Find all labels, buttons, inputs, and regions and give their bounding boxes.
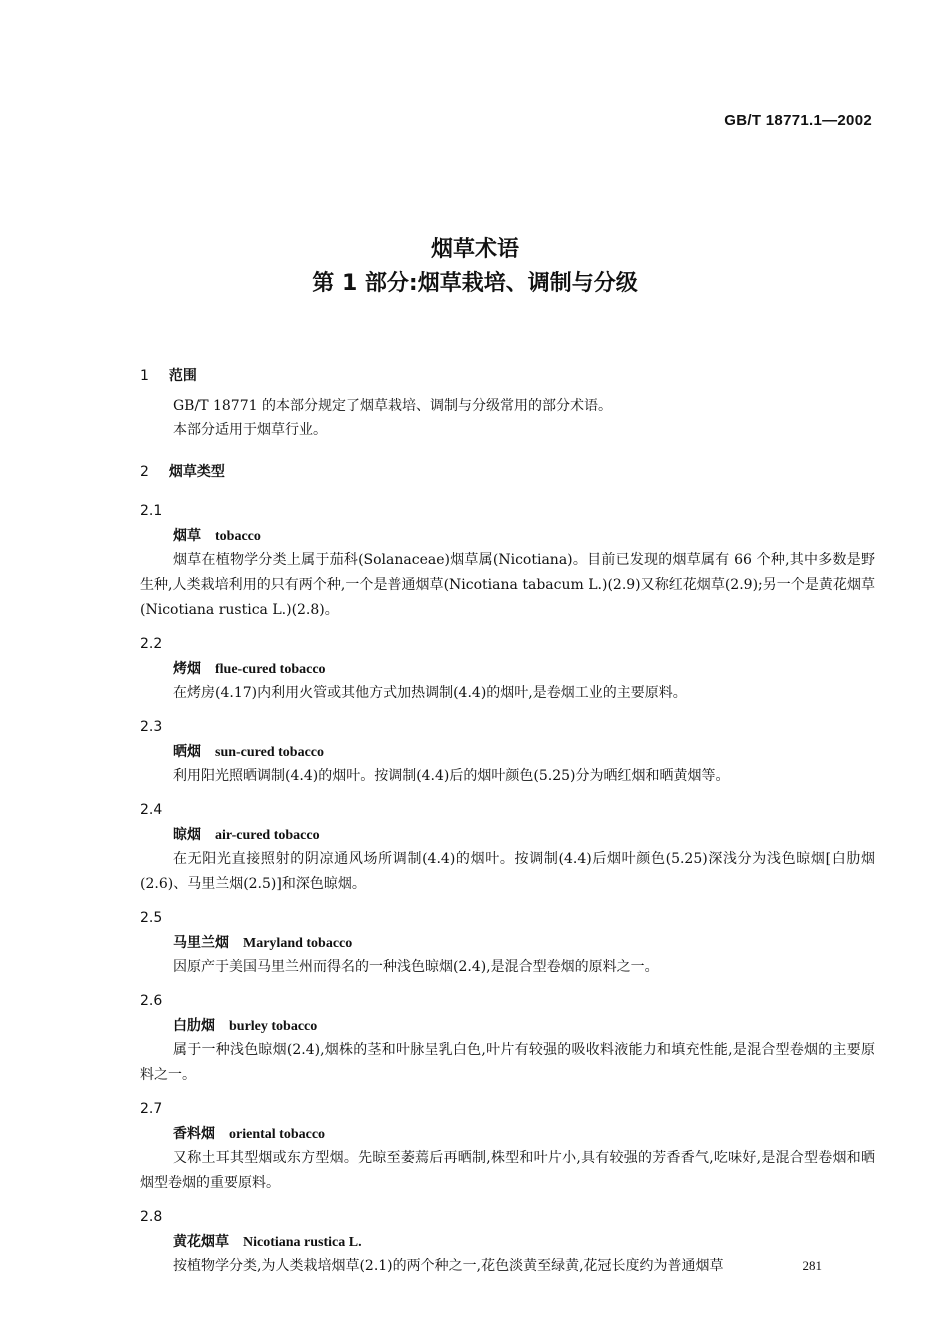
- standard-code: GB/T 18771.1—2002: [724, 112, 872, 129]
- entry-term: [140, 1230, 875, 1254]
- entry-number: 2.4: [140, 802, 163, 818]
- entry-number: 2.8: [140, 1209, 163, 1225]
- entry-term: [140, 740, 875, 764]
- term-english: Nicotiana rustica L.: [243, 1235, 362, 1250]
- section-number: 1: [140, 368, 149, 384]
- entry-definition: 属于一种浅色晾烟(2.4),烟株的茎和叶脉呈乳白色,叶片有较强的吸收料液能力和填充性能,是混合型卷烟的主要原料之一。: [140, 1042, 875, 1083]
- term-entry: [140, 1096, 875, 1196]
- term-chinese: 烟草: [173, 528, 201, 544]
- paragraph: GB/T 18771 的本部分规定了烟草栽培、调制与分级常用的部分术语。: [173, 398, 612, 414]
- entry-number: 2.5: [140, 910, 163, 926]
- entry-number: 2.2: [140, 636, 163, 652]
- entry-term: [140, 931, 875, 955]
- paragraph: 本部分适用于烟草行业。: [173, 422, 327, 438]
- entry-definition: 因原产于美国马里兰州而得名的一种浅色晾烟(2.4),是混合型卷烟的原料之一。: [173, 959, 659, 975]
- entry-number: 2.3: [140, 719, 163, 735]
- entry-term: [140, 1122, 875, 1146]
- section-heading-types: [140, 462, 875, 490]
- entry-number: 2.7: [140, 1101, 163, 1117]
- term-english: burley tobacco: [229, 1019, 318, 1034]
- term-chinese: 马里兰烟: [173, 935, 229, 951]
- entry-definition: 利用阳光照晒调制(4.4)的烟叶。按调制(4.4)后的烟叶颜色(5.25)分为晒红烟和晒黄烟等。: [173, 768, 730, 784]
- term-entry: [140, 631, 875, 706]
- entry-definition: 在无阳光直接照射的阴凉通风场所调制(4.4)的烟叶。按调制(4.4)后烟叶颜色(5.25)深浅分为浅色晾烟[白肋烟(2.6)、马里兰烟(2.5)]和深色晾烟。: [140, 851, 875, 892]
- entry-term: [140, 657, 875, 681]
- section-heading-scope: [140, 366, 875, 394]
- term-english: air-cured tobacco: [215, 828, 320, 843]
- document-subtitle: 第 1 部分:烟草栽培、调制与分级: [312, 271, 638, 296]
- section-number: 2: [140, 464, 149, 480]
- term-english: sun-cured tobacco: [215, 745, 325, 760]
- entry-term: [140, 1014, 875, 1038]
- term-entry: [140, 714, 875, 789]
- term-entry: [140, 797, 875, 897]
- term-entry: [140, 905, 875, 980]
- entry-definition: 又称土耳其型烟或东方型烟。先晾至萎蔫后再晒制,株型和叶片小,具有较强的芳香香气,吃味好,是混合型卷烟和晒烟型卷烟的重要原料。: [140, 1150, 875, 1191]
- term-chinese: 黄花烟草: [173, 1234, 229, 1250]
- document-body: [140, 366, 875, 1279]
- page-number: 281: [802, 1258, 822, 1273]
- entry-term: [140, 823, 875, 847]
- entry-definition: 按植物学分类,为人类栽培烟草(2.1)的两个种之一,花色淡黄至绿黄,花冠长度约为普通烟草: [173, 1258, 724, 1274]
- term-chinese: 白肋烟: [173, 1018, 215, 1034]
- term-chinese: 晾烟: [173, 827, 201, 843]
- entry-definition: 烟草在植物学分类上属于茄科(Solanaceae)烟草属(Nicotiana)。目前已发现的烟草属有 66 个种,其中多数是野生种,人类栽培利用的只有两个种,一个是普通烟草(Nicotiana tabacum L.)(2.9)又称红花烟草(2.9);另一个是黄花烟草(Nicotiana rustica L.)(2.8)。: [140, 552, 875, 618]
- term-english: Maryland tobacco: [243, 936, 353, 951]
- term-chinese: 烤烟: [173, 661, 201, 677]
- term-english: oriental tobacco: [229, 1127, 326, 1142]
- entry-term: [140, 524, 875, 548]
- section-title: 范围: [168, 368, 197, 384]
- section-title: 烟草类型: [168, 464, 225, 480]
- term-chinese: 香料烟: [173, 1126, 215, 1142]
- entry-number: 2.1: [140, 503, 163, 519]
- entry-number: 2.6: [140, 993, 163, 1009]
- term-english: flue-cured tobacco: [215, 662, 326, 677]
- term-entry: [140, 988, 875, 1088]
- term-chinese: 晒烟: [173, 744, 201, 760]
- entry-definition: 在烤房(4.17)内利用火管或其他方式加热调制(4.4)的烟叶,是卷烟工业的主要原料。: [173, 685, 687, 701]
- term-entry: [140, 498, 875, 623]
- term-entry: [140, 1204, 875, 1279]
- term-english: tobacco: [215, 529, 261, 544]
- document-title: 烟草术语: [430, 237, 519, 262]
- term-entries: [140, 498, 875, 1279]
